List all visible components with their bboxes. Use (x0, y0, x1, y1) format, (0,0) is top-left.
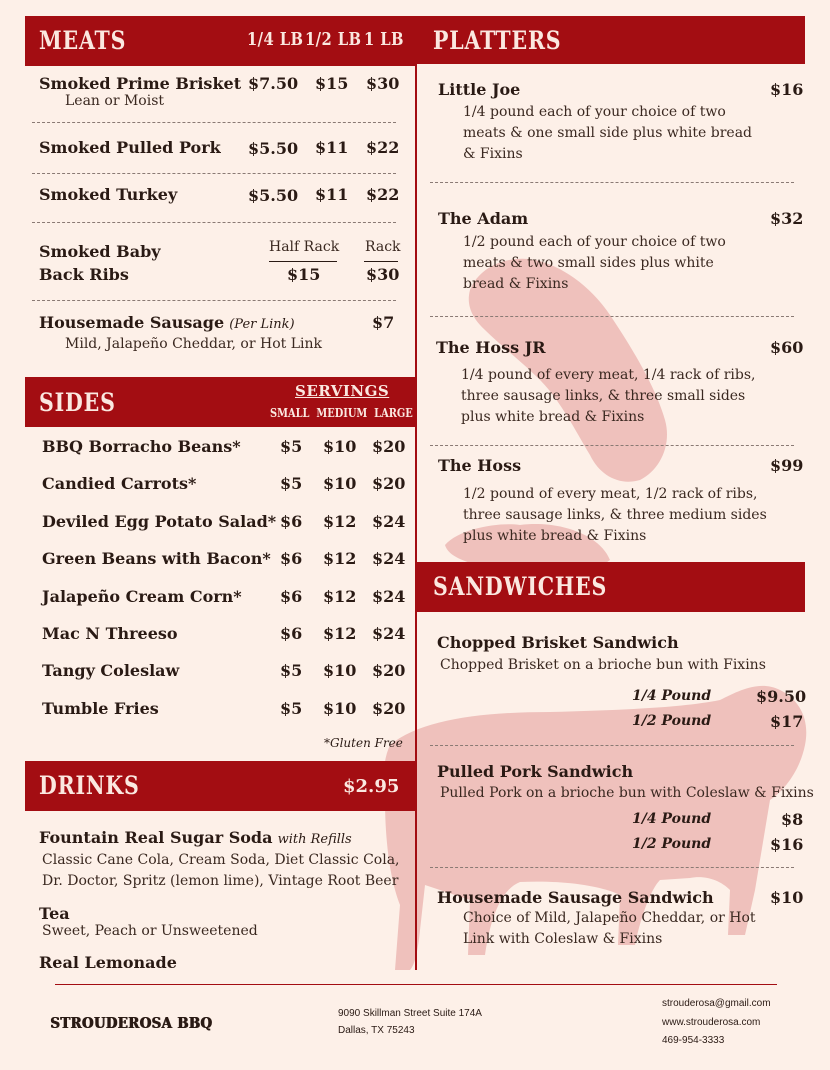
rack-label: Rack (365, 239, 401, 255)
platters-header-bar (417, 16, 805, 64)
sides-title: SIDES (39, 388, 116, 417)
sandwiches-header-bar (417, 562, 805, 612)
gluten-free-note: *Gluten Free (324, 736, 403, 750)
sandwich-desc: Chopped Brisket on a brioche bun with Fixins (440, 657, 766, 673)
price: $6 (280, 549, 303, 568)
drink-sub: Classic Cane Cola, Cream Soda, Diet Classic Cola, (42, 852, 400, 868)
sides-header-bar (25, 377, 416, 427)
sandwich-desc: Link with Coleslaw & Fixins (463, 931, 663, 947)
side-name: Jalapeño Cream Corn* (42, 587, 242, 606)
price: $15 (315, 74, 349, 93)
platter-desc: 1/2 pound each of your choice of two (463, 234, 726, 250)
price: $12 (323, 624, 357, 643)
phone-number[interactable]: 469-954-3333 (662, 1035, 725, 1046)
divider (32, 173, 396, 174)
price: $5.50 (248, 139, 299, 158)
platter-name: The Hoss JR (436, 338, 546, 357)
price: $12 (323, 512, 357, 531)
platter-desc: three sausage links, & three medium sides (463, 507, 767, 523)
price: $5 (280, 437, 303, 456)
price: $24 (372, 587, 406, 606)
price: $22 (366, 185, 400, 204)
side-name: Tangy Coleslaw (42, 661, 180, 680)
price: $22 (366, 138, 400, 157)
side-name: Green Beans with Bacon* (42, 549, 271, 568)
divider (430, 182, 794, 183)
price: $10 (323, 699, 357, 718)
address-line: 9090 Skillman Street Suite 174A (338, 1008, 482, 1019)
price: $20 (372, 437, 406, 456)
price: $17 (770, 712, 804, 731)
price: $7.50 (248, 74, 299, 93)
size-label: 1/4 Pound (632, 688, 712, 704)
divider (32, 122, 396, 123)
meats-col-quarter: 1/4 LB (247, 29, 304, 50)
meats-col-half: 1/2 LB (305, 29, 362, 50)
drink-note: with Refills (277, 832, 352, 847)
price: $5 (280, 661, 303, 680)
drink-name: Real Lemonade (39, 953, 177, 972)
price: $20 (372, 699, 406, 718)
platter-desc: bread & Fixins (463, 276, 569, 292)
meats-col-pound: 1 LB (364, 29, 404, 50)
platter-name: The Adam (438, 209, 529, 228)
platter-desc: meats & one small side plus white bread (463, 125, 753, 141)
website-link[interactable]: www.strouderosa.com (662, 1017, 761, 1028)
platter-desc: 1/2 pound of every meat, 1/2 rack of ribs, (463, 486, 758, 502)
email-link[interactable]: strouderosa@gmail.com (662, 998, 771, 1009)
divider (32, 222, 396, 223)
brand-logo: STROUDEROSA BBQ (50, 1014, 213, 1032)
side-name: BBQ Borracho Beans* (42, 437, 241, 456)
size-label: 1/2 Pound (632, 836, 712, 852)
drink-name: Fountain Real Sugar Soda (39, 828, 273, 847)
price: $20 (372, 661, 406, 680)
platter-desc: & Fixins (463, 146, 523, 162)
menu-item-name: Housemade Sausage (39, 313, 225, 332)
side-name: Deviled Egg Potato Salad* (42, 512, 277, 531)
cow-icon (384, 686, 807, 970)
price: $8 (781, 810, 804, 829)
price: $16 (770, 835, 804, 854)
price: $11 (315, 138, 349, 157)
platter-name: Little Joe (438, 80, 521, 99)
price: $5.50 (248, 186, 299, 205)
platter-desc: plus white bread & Fixins (461, 409, 645, 425)
price: $30 (366, 265, 400, 284)
price: $11 (315, 185, 349, 204)
price: $5 (280, 699, 303, 718)
price: $16 (770, 80, 804, 99)
platter-desc: plus white bread & Fixins (463, 528, 647, 544)
meats-title: MEATS (39, 26, 127, 55)
sandwich-desc: Pulled Pork on a brioche bun with Coleslaw & Fixins (440, 785, 814, 801)
meats-header-bar (25, 16, 416, 66)
platter-desc: 1/4 pound each of your choice of two (463, 104, 726, 120)
price: $20 (372, 474, 406, 493)
price: $10 (323, 437, 357, 456)
menu-item-name: Back Ribs (39, 265, 129, 284)
price: $24 (372, 624, 406, 643)
size-label: 1/4 Pound (632, 811, 712, 827)
price: $10 (770, 888, 804, 907)
underline (269, 261, 337, 262)
price: $10 (323, 661, 357, 680)
price: $30 (366, 74, 400, 93)
price: $12 (323, 587, 357, 606)
drink-name: Tea (39, 904, 70, 923)
sandwich-name: Housemade Sausage Sandwich (437, 888, 714, 907)
price: $7 (372, 313, 395, 332)
drinks-header-bar (25, 761, 416, 811)
platter-desc: three sausage links, & three small sides (461, 388, 746, 404)
platter-name: The Hoss (438, 456, 522, 475)
drink-sub: Dr. Doctor, Spritz (lemon lime), Vintage Root Beer (42, 873, 399, 889)
price: $12 (323, 549, 357, 568)
price: $5 (280, 474, 303, 493)
price: $24 (372, 512, 406, 531)
platters-title: PLATTERS (433, 26, 562, 55)
drinks-price: $2.95 (343, 776, 400, 797)
drink-sub: Sweet, Peach or Unsweetened (42, 923, 258, 939)
price: $60 (770, 338, 804, 357)
price: $99 (770, 456, 804, 475)
price: $9.50 (756, 687, 807, 706)
menu-item-sausage (39, 313, 295, 332)
price: $32 (770, 209, 804, 228)
sandwich-desc: Choice of Mild, Jalapeño Cheddar, or Hot (463, 910, 756, 926)
sandwich-name: Pulled Pork Sandwich (437, 762, 634, 781)
per-link-note: (Per Link) (229, 317, 295, 332)
menu-item-name: Smoked Baby (39, 242, 161, 261)
side-name: Tumble Fries (42, 699, 159, 718)
divider (430, 316, 794, 317)
side-name: Candied Carrots* (42, 474, 197, 493)
price: $6 (280, 587, 303, 606)
drinks-title: DRINKS (39, 771, 140, 800)
menu-item-sub: Mild, Jalapeño Cheddar, or Hot Link (65, 336, 322, 352)
footer-rule (55, 984, 777, 985)
divider (430, 867, 794, 868)
platter-desc: meats & two small sides plus white (463, 255, 714, 271)
menu-item-name: Smoked Prime Brisket (39, 74, 242, 93)
price: $6 (280, 512, 303, 531)
divider (430, 445, 794, 446)
divider (32, 300, 396, 301)
menu-item-name: Smoked Pulled Pork (39, 138, 221, 157)
half-rack-label: Half Rack (269, 239, 340, 255)
side-name: Mac N Threeso (42, 624, 178, 643)
sizes-label: SMALL MEDIUM LARGE (270, 406, 413, 420)
drink-soda (39, 828, 352, 847)
sandwich-name: Chopped Brisket Sandwich (437, 633, 679, 652)
servings-label: SERVINGS (295, 382, 390, 400)
size-label: 1/2 Pound (632, 713, 712, 729)
menu-item-sub: Lean or Moist (65, 93, 165, 109)
price: $24 (372, 549, 406, 568)
price: $6 (280, 624, 303, 643)
menu-item-name: Smoked Turkey (39, 185, 178, 204)
divider (430, 745, 794, 746)
underline (364, 261, 398, 262)
price: $15 (287, 265, 321, 284)
sandwiches-title: SANDWICHES (433, 572, 608, 601)
platter-desc: 1/4 pound of every meat, 1/4 rack of ribs, (461, 367, 756, 383)
column-divider (415, 16, 417, 970)
price: $10 (323, 474, 357, 493)
address-line: Dallas, TX 75243 (338, 1025, 415, 1036)
